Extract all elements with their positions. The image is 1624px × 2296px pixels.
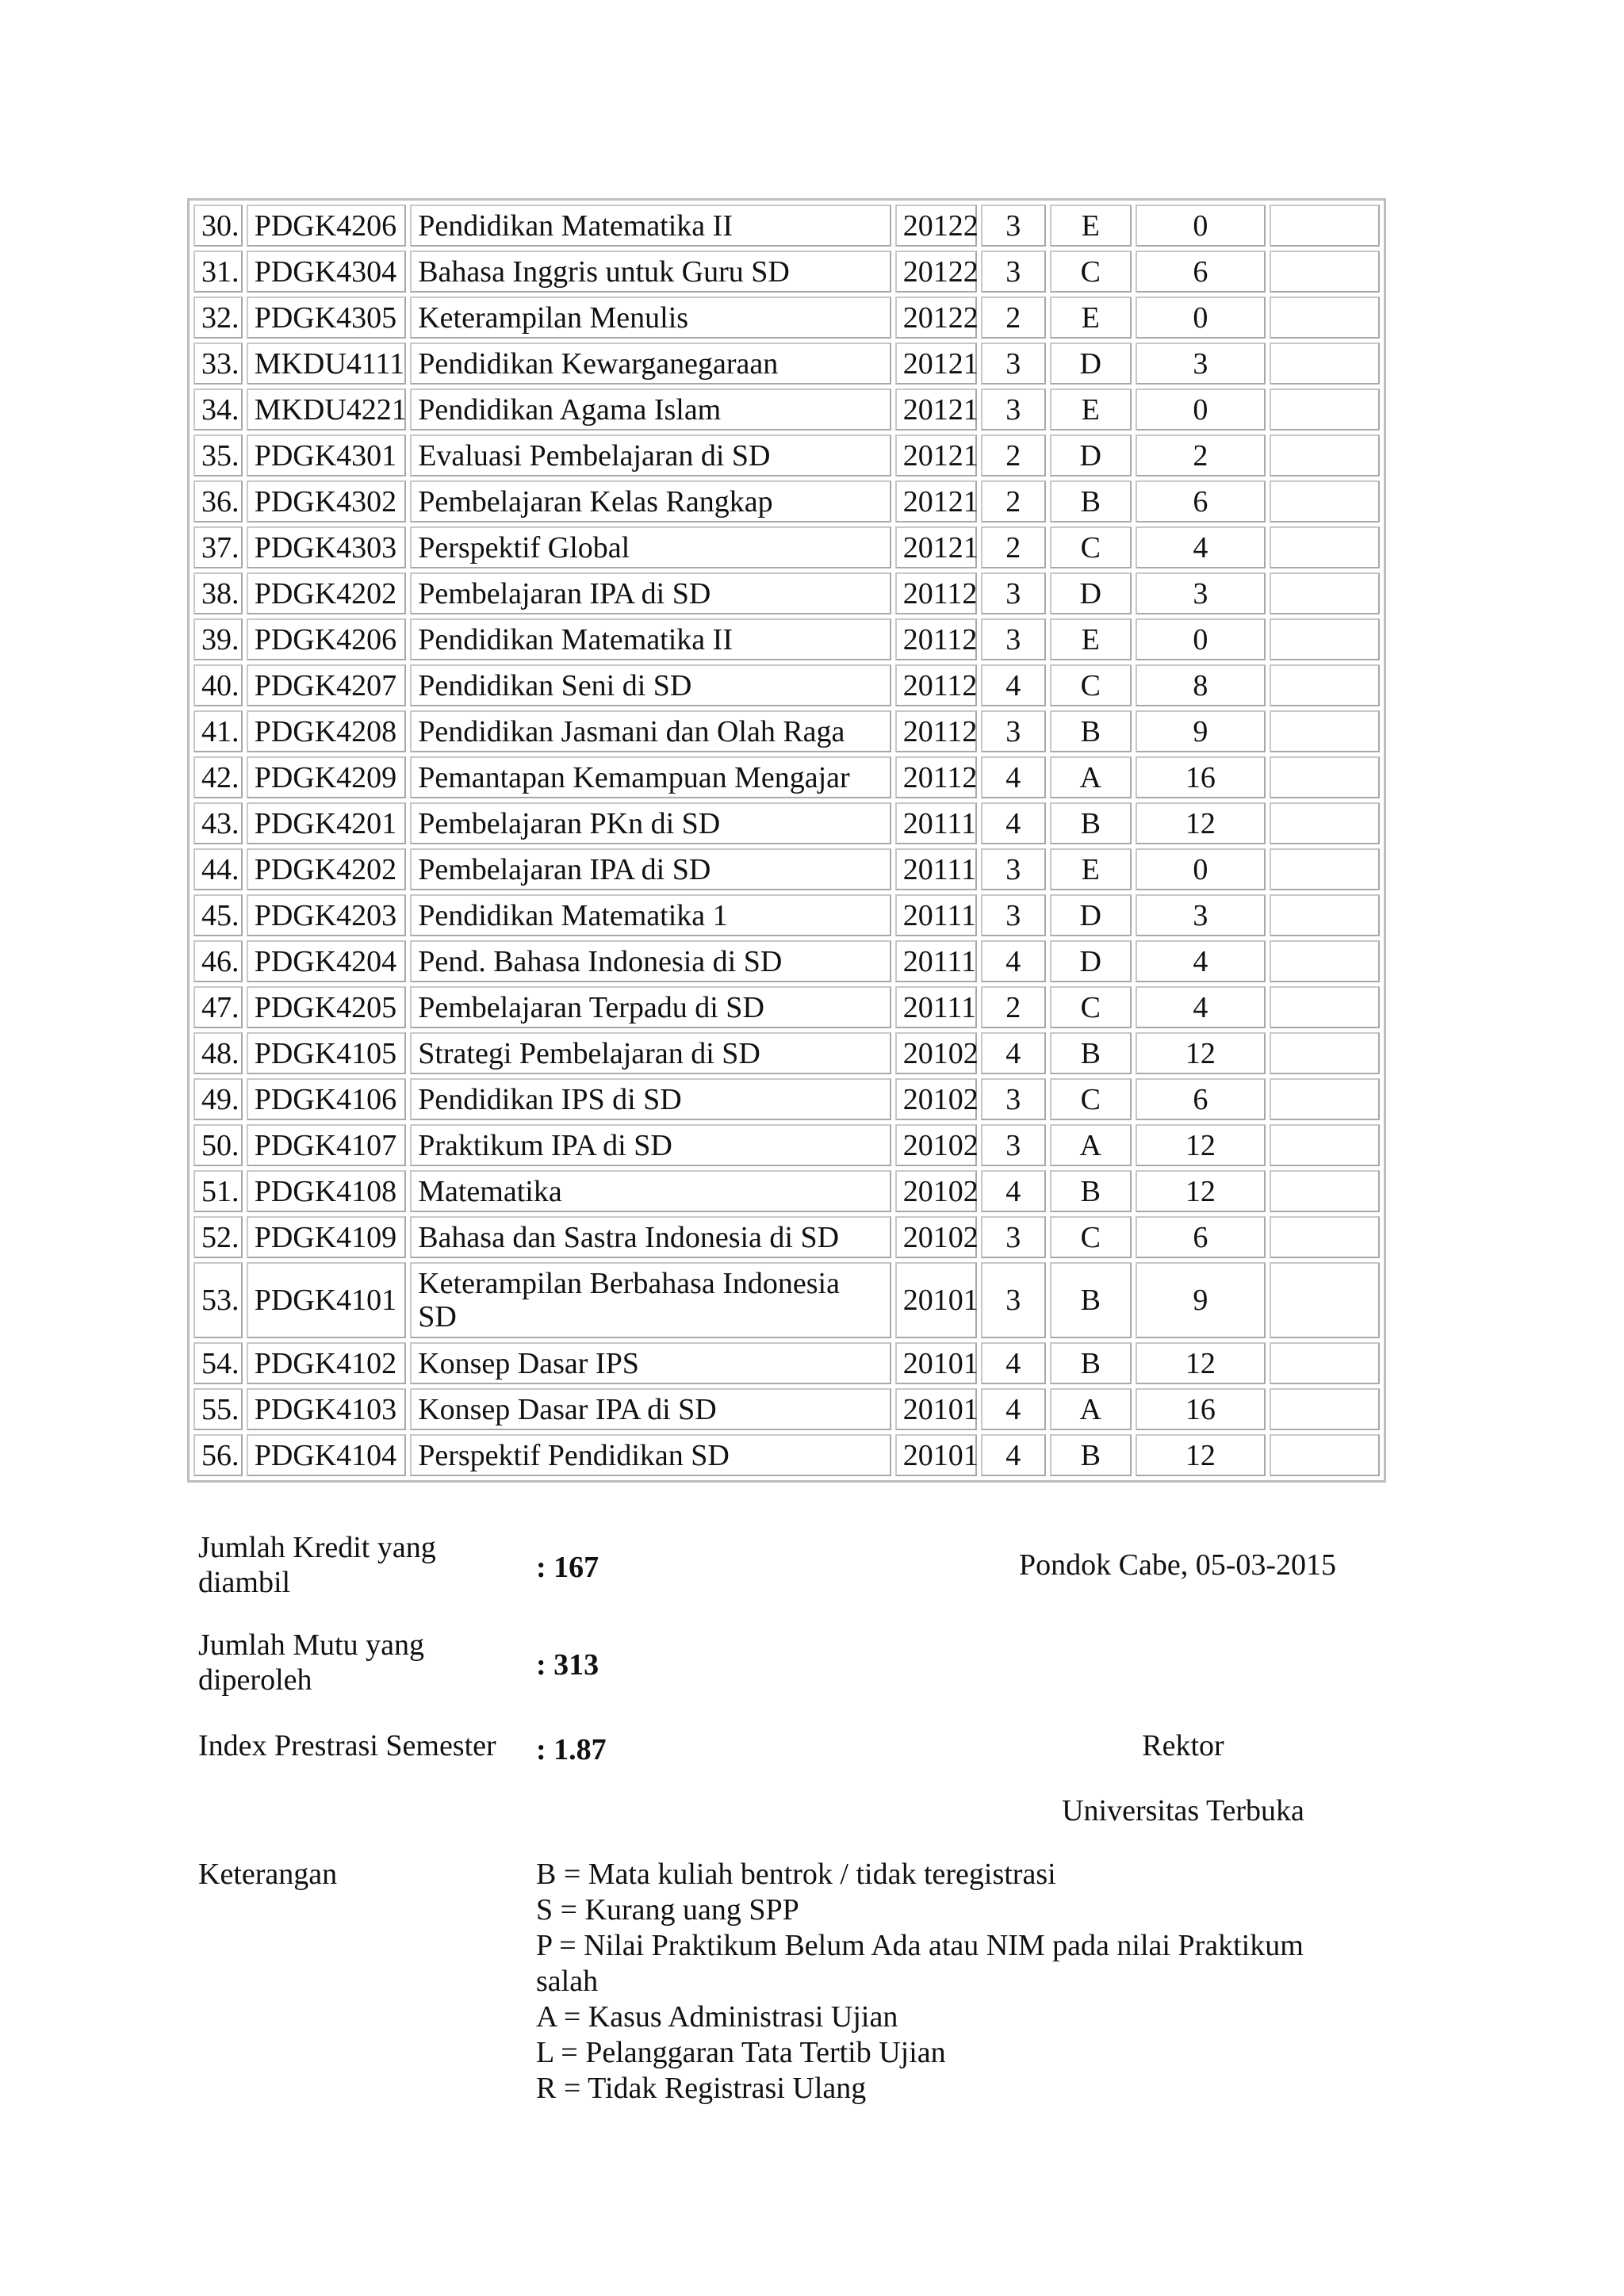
note-cell [1270,1434,1380,1476]
note-cell [1270,756,1380,798]
grade: B [1050,710,1132,752]
quality: 3 [1136,894,1266,936]
table-row [193,297,1380,339]
grade: B [1050,1032,1132,1074]
period: 20101 [895,1434,977,1476]
grade: E [1050,848,1132,890]
table-row [193,1216,1380,1258]
table-row [193,894,1380,936]
quality: 9 [1136,1262,1266,1338]
note-cell [1270,297,1380,339]
course-name: Pemantapan Kemampuan Mengajar [410,756,891,798]
note-cell [1270,205,1380,247]
course-code: PDGK4106 [247,1078,407,1120]
grade: E [1050,388,1132,430]
period: 20121 [895,526,977,568]
row-number: 53. [193,1262,243,1338]
grade: C [1050,1078,1132,1120]
table-row [193,1434,1380,1476]
table-row [193,802,1380,844]
credit: 2 [981,526,1046,568]
note-cell [1270,1032,1380,1074]
quality: 0 [1136,205,1266,247]
quality: 6 [1136,480,1266,522]
row-number: 40. [193,664,243,706]
quality: 4 [1136,940,1266,982]
quality: 9 [1136,710,1266,752]
period: 20112 [895,710,977,752]
course-name: Bahasa Inggris untuk Guru SD [410,251,891,293]
credit: 4 [981,1342,1046,1384]
table-row [193,940,1380,982]
row-number: 39. [193,618,243,660]
table-row [193,710,1380,752]
period: 20122 [895,251,977,293]
table-row [193,618,1380,660]
credit: 3 [981,894,1046,936]
table-row [193,1342,1380,1384]
period: 20102 [895,1032,977,1074]
note-item: L = Pelanggaran Tata Tertib Ujian [536,2036,946,2069]
course-name: Pendidikan Jasmani dan Olah Raga [410,710,891,752]
note-cell [1270,572,1380,614]
credit-label: Jumlah Kredit yang diambil [198,1531,436,1599]
grade: C [1050,1216,1132,1258]
quality: 0 [1136,297,1266,339]
credit: 3 [981,205,1046,247]
note-cell [1270,388,1380,430]
table-row [193,1170,1380,1212]
table-row [193,434,1380,476]
course-name: Pendidikan IPS di SD [410,1078,891,1120]
credit: 4 [981,1032,1046,1074]
row-number: 31. [193,251,243,293]
period: 20102 [895,1170,977,1212]
note-cell [1270,848,1380,890]
course-name: Pembelajaran IPA di SD [410,572,891,614]
course-code: PDGK4304 [247,251,407,293]
course-name: Pendidikan Matematika II [410,205,891,247]
quality: 4 [1136,986,1266,1028]
institution-name: Universitas Terbuka [1062,1794,1304,1827]
grade: C [1050,526,1132,568]
quality: 6 [1136,251,1266,293]
grade: B [1050,1342,1132,1384]
note-cell [1270,342,1380,385]
row-number: 35. [193,434,243,476]
credit: 3 [981,848,1046,890]
notes-list [536,1857,1337,2107]
note-cell [1270,526,1380,568]
credit: 4 [981,756,1046,798]
note-cell [1270,986,1380,1028]
table-row [193,1388,1380,1430]
note-cell [1270,1170,1380,1212]
course-code: PDGK4201 [247,802,407,844]
period: 20102 [895,1216,977,1258]
course-name: Strategi Pembelajaran di SD [410,1032,891,1074]
row-number: 49. [193,1078,243,1120]
row-number: 32. [193,297,243,339]
grade: C [1050,986,1132,1028]
period: 20102 [895,1078,977,1120]
course-code: PDGK4204 [247,940,407,982]
grade: C [1050,664,1132,706]
table-row [193,1262,1380,1338]
row-number: 38. [193,572,243,614]
grade: B [1050,480,1132,522]
period: 20101 [895,1342,977,1384]
period: 20112 [895,664,977,706]
course-code: PDGK4208 [247,710,407,752]
grade: B [1050,1434,1132,1476]
grade: E [1050,297,1132,339]
period: 20122 [895,205,977,247]
row-number: 54. [193,1342,243,1384]
quality: 0 [1136,848,1266,890]
note-cell [1270,1216,1380,1258]
place-date: Pondok Cabe, 05-03-2015 [1018,1548,1337,1582]
credit: 3 [981,388,1046,430]
table-row [193,756,1380,798]
course-code: PDGK4206 [247,205,407,247]
row-number: 52. [193,1216,243,1258]
credit: 4 [981,664,1046,706]
period: 20101 [895,1262,977,1338]
period: 20112 [895,756,977,798]
period: 20121 [895,388,977,430]
quality: 16 [1136,756,1266,798]
credit: 3 [981,618,1046,660]
note-cell [1270,1388,1380,1430]
course-name: Bahasa dan Sastra Indonesia di SD [410,1216,891,1258]
grade: D [1050,940,1132,982]
note-cell [1270,618,1380,660]
credit: 3 [981,1216,1046,1258]
credit: 3 [981,572,1046,614]
row-number: 34. [193,388,243,430]
credit-value: : 167 [536,1551,599,1584]
grade: D [1050,434,1132,476]
grade: E [1050,618,1132,660]
period: 20112 [895,618,977,660]
note-cell [1270,802,1380,844]
quality: 12 [1136,1434,1266,1476]
course-name: Pendidikan Seni di SD [410,664,891,706]
row-number: 37. [193,526,243,568]
quality: 3 [1136,342,1266,385]
row-number: 46. [193,940,243,982]
grade: A [1050,1124,1132,1166]
row-number: 55. [193,1388,243,1430]
course-code: PDGK4305 [247,297,407,339]
course-name: Perspektif Global [410,526,891,568]
note-cell [1270,251,1380,293]
period: 20122 [895,297,977,339]
credit: 2 [981,434,1046,476]
course-code: MKDU4221 [247,388,407,430]
note-cell [1270,710,1380,752]
course-code: PDGK4303 [247,526,407,568]
quality: 6 [1136,1216,1266,1258]
course-code: PDGK4202 [247,572,407,614]
credit: 3 [981,251,1046,293]
note-cell [1270,1124,1380,1166]
credit: 3 [981,1078,1046,1120]
note-cell [1270,894,1380,936]
note-item: R = Tidak Registrasi Ulang [536,2072,867,2105]
quality: 12 [1136,802,1266,844]
course-name: Pembelajaran IPA di SD [410,848,891,890]
course-code: PDGK4203 [247,894,407,936]
credit: 4 [981,1170,1046,1212]
credit: 3 [981,710,1046,752]
grade: D [1050,572,1132,614]
course-name: Keterampilan Menulis [410,297,891,339]
credit: 3 [981,1124,1046,1166]
quality: 0 [1136,618,1266,660]
course-name: Pembelajaran Terpadu di SD [410,986,891,1028]
row-number: 33. [193,342,243,385]
row-number: 30. [193,205,243,247]
grade: A [1050,756,1132,798]
quality: 2 [1136,434,1266,476]
table-row [193,480,1380,522]
note-cell [1270,1078,1380,1120]
note-cell [1270,1342,1380,1384]
credit: 2 [981,986,1046,1028]
table-row [193,251,1380,293]
period: 20121 [895,434,977,476]
row-number: 47. [193,986,243,1028]
period: 20121 [895,342,977,385]
course-code: PDGK4108 [247,1170,407,1212]
table-row [193,526,1380,568]
period: 20101 [895,1388,977,1430]
grade: C [1050,251,1132,293]
row-number: 50. [193,1124,243,1166]
row-number: 43. [193,802,243,844]
course-code: PDGK4302 [247,480,407,522]
rector-title: Rektor [1142,1729,1224,1762]
row-number: 36. [193,480,243,522]
course-code: PDGK4101 [247,1262,407,1338]
table-row [193,342,1380,385]
course-name: Pendidikan Matematika II [410,618,891,660]
course-code: PDGK4107 [247,1124,407,1166]
grade: B [1050,1170,1132,1212]
quality-label: Jumlah Mutu yang diperoleh [198,1628,424,1697]
course-code: PDGK4202 [247,848,407,890]
course-code: PDGK4206 [247,618,407,660]
note-cell [1270,940,1380,982]
row-number: 48. [193,1032,243,1074]
course-code: PDGK4103 [247,1388,407,1430]
table-row [193,572,1380,614]
quality: 16 [1136,1388,1266,1430]
grade: D [1050,894,1132,936]
course-code: PDGK4104 [247,1434,407,1476]
quality-value: : 313 [536,1648,599,1682]
credit: 4 [981,802,1046,844]
note-item: S = Kurang uang SPP [536,1893,799,1927]
course-code: MKDU4111 [247,342,407,385]
course-name: Pendidikan Agama Islam [410,388,891,430]
row-number: 44. [193,848,243,890]
table-row [193,1032,1380,1074]
ip-value: : 1.87 [536,1733,607,1766]
course-code: PDGK4205 [247,986,407,1028]
grades-table-body [193,205,1380,1476]
course-name: Pend. Bahasa Indonesia di SD [410,940,891,982]
credit: 4 [981,1434,1046,1476]
quality: 12 [1136,1032,1266,1074]
credit: 2 [981,480,1046,522]
note-cell [1270,664,1380,706]
course-name: Keterampilan Berbahasa Indonesia SD [410,1262,891,1338]
grade: B [1050,802,1132,844]
course-name: Pendidikan Kewarganegaraan [410,342,891,385]
course-code: PDGK4301 [247,434,407,476]
quality: 0 [1136,388,1266,430]
period: 20121 [895,480,977,522]
row-number: 51. [193,1170,243,1212]
credit: 3 [981,1262,1046,1338]
note-item: P = Nilai Praktikum Belum Ada atau NIM pada nilai Praktikum salah [536,1929,1304,1998]
quality: 12 [1136,1124,1266,1166]
course-code: PDGK4102 [247,1342,407,1384]
table-row [193,848,1380,890]
quality: 6 [1136,1078,1266,1120]
quality: 12 [1136,1170,1266,1212]
period: 20111 [895,802,977,844]
credit: 4 [981,940,1046,982]
course-name: Pembelajaran Kelas Rangkap [410,480,891,522]
period: 20111 [895,894,977,936]
course-name: Matematika [410,1170,891,1212]
row-number: 41. [193,710,243,752]
note-item: A = Kasus Administrasi Ujian [536,2000,898,2034]
grade: D [1050,342,1132,385]
table-row [193,1124,1380,1166]
credit: 4 [981,1388,1046,1430]
grades-table [187,198,1386,1483]
grade: B [1050,1262,1132,1338]
table-row [193,388,1380,430]
period: 20111 [895,986,977,1028]
grade: E [1050,205,1132,247]
course-code: PDGK4105 [247,1032,407,1074]
row-number: 56. [193,1434,243,1476]
course-name: Pembelajaran PKn di SD [410,802,891,844]
row-number: 42. [193,756,243,798]
ip-label: Index Prestrasi Semester [198,1729,496,1762]
note-item: B = Mata kuliah bentrok / tidak teregistrasi [536,1858,1056,1891]
table-row [193,986,1380,1028]
course-name: Pendidikan Matematika 1 [410,894,891,936]
note-cell [1270,434,1380,476]
credit: 2 [981,297,1046,339]
period: 20102 [895,1124,977,1166]
course-code: PDGK4209 [247,756,407,798]
credit: 3 [981,342,1046,385]
period: 20111 [895,940,977,982]
course-name: Praktikum IPA di SD [410,1124,891,1166]
quality: 8 [1136,664,1266,706]
course-code: PDGK4207 [247,664,407,706]
notes-label: Keterangan [198,1858,338,1891]
course-name: Konsep Dasar IPA di SD [410,1388,891,1430]
quality: 12 [1136,1342,1266,1384]
note-cell [1270,1262,1380,1338]
period: 20111 [895,848,977,890]
period: 20112 [895,572,977,614]
note-cell [1270,480,1380,522]
table-row [193,664,1380,706]
quality: 4 [1136,526,1266,568]
table-row [193,205,1380,247]
row-number: 45. [193,894,243,936]
course-name: Evaluasi Pembelajaran di SD [410,434,891,476]
quality: 3 [1136,572,1266,614]
course-name: Perspektif Pendidikan SD [410,1434,891,1476]
table-row [193,1078,1380,1120]
course-code: PDGK4109 [247,1216,407,1258]
grade: A [1050,1388,1132,1430]
course-name: Konsep Dasar IPS [410,1342,891,1384]
